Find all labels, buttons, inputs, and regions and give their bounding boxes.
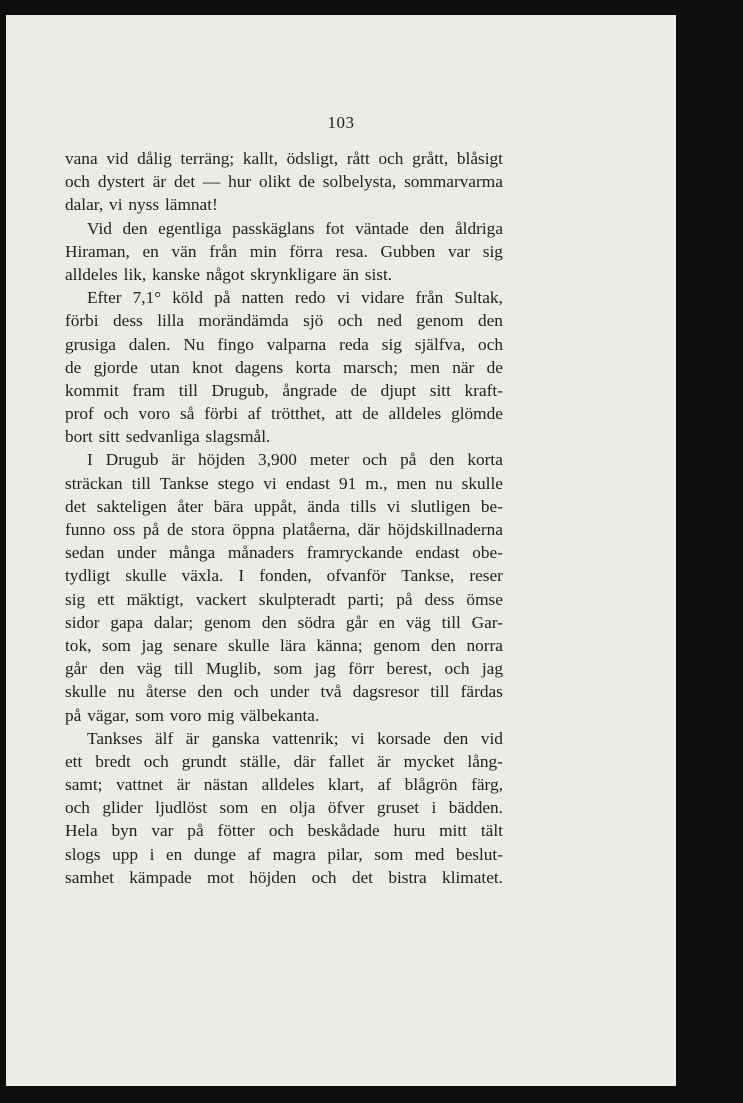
text-line: sedan under många månaders framryckande endast obe- [65, 543, 503, 563]
text-line: bort sitt sedvanliga slagsmål. [65, 427, 271, 447]
book-page [6, 15, 676, 1086]
text-line: samt; vattnet är nästan alldeles klart, af blågrön färg, [65, 775, 503, 795]
page-number: 103 [327, 113, 355, 132]
text-line: ett bredt och grundt ställe, där fallet är mycket lång- [65, 751, 503, 771]
text-line: prof och voro så förbi af trötthet, att de alldeles glömde [65, 404, 503, 424]
text-line: det sakteligen åter bära uppåt, ända tills vi slutligen be- [65, 496, 503, 516]
text-line: dalar, vi nyss lämnat! [65, 195, 218, 215]
text-line: Tankses älf är ganska vattenrik; vi korsade den vid [87, 728, 503, 748]
text-line: I Drugub är höjden 3,900 meter och på den korta [87, 450, 503, 470]
body-text [65, 147, 503, 889]
text-line: skulle nu återse den och under två dagsresor till färdas [65, 682, 503, 702]
text-line: och dystert är det — hur olikt de solbelysta, sommarvarma [65, 172, 503, 192]
text-line: Efter 7,1° köld på natten redo vi vidare från Sultak, [87, 288, 503, 308]
text-line: och glider ljudlöst som en olja öfver gruset i bädden. [65, 798, 503, 818]
text-line: grusiga dalen. Nu fingo valparna reda sig själfva, och [65, 334, 503, 354]
text-line: på vägar, som voro mig välbekanta. [65, 705, 320, 725]
text-line: förbi dess lilla morändämda sjö och ned genom den [65, 311, 503, 331]
text-line: sig ett mäktigt, vackert skulpteradt parti; på dess ömse [65, 589, 503, 609]
text-line: Vid den egentliga passkäglans fot väntade den åldriga [87, 218, 503, 238]
text-line: de gjorde utan knot dagens korta marsch; men när de [65, 357, 503, 377]
text-line: samhet kämpade mot höjden och det bistra klimatet. [65, 867, 503, 887]
text-line: Hela byn var på fötter och beskådade huru mitt tält [65, 821, 503, 841]
text-line: tok, som jag senare skulle lära känna; genom den norra [65, 635, 503, 655]
text-line: funno oss på de stora öppna platåerna, där höjdskillnaderna [65, 520, 503, 539]
text-line: slogs upp i en dunge af magra pilar, som med beslut- [65, 844, 503, 864]
text-line: sträckan till Tankse stego vi endast 91 m., men nu skulle [65, 473, 503, 493]
text-line: Hiraman, en vän från min förra resa. Gubben var sig [65, 241, 503, 261]
text-line: sidor gapa dalar; genom den södra går en väg till Gar- [65, 612, 503, 632]
text-line: kommit fram till Drugub, ångrade de djupt sitt kraft- [65, 380, 503, 400]
text-line: vana vid dålig terräng; kallt, ödsligt, rått och grått, blåsigt [65, 149, 503, 168]
text-line: alldeles lik, kanske något skrynkligare än sist. [65, 264, 393, 284]
text-line: går den väg till Muglib, som jag förr berest, och jag [65, 659, 503, 679]
text-line: tydligt skulle växla. I fonden, ofvanför Tankse, reser [65, 566, 503, 586]
